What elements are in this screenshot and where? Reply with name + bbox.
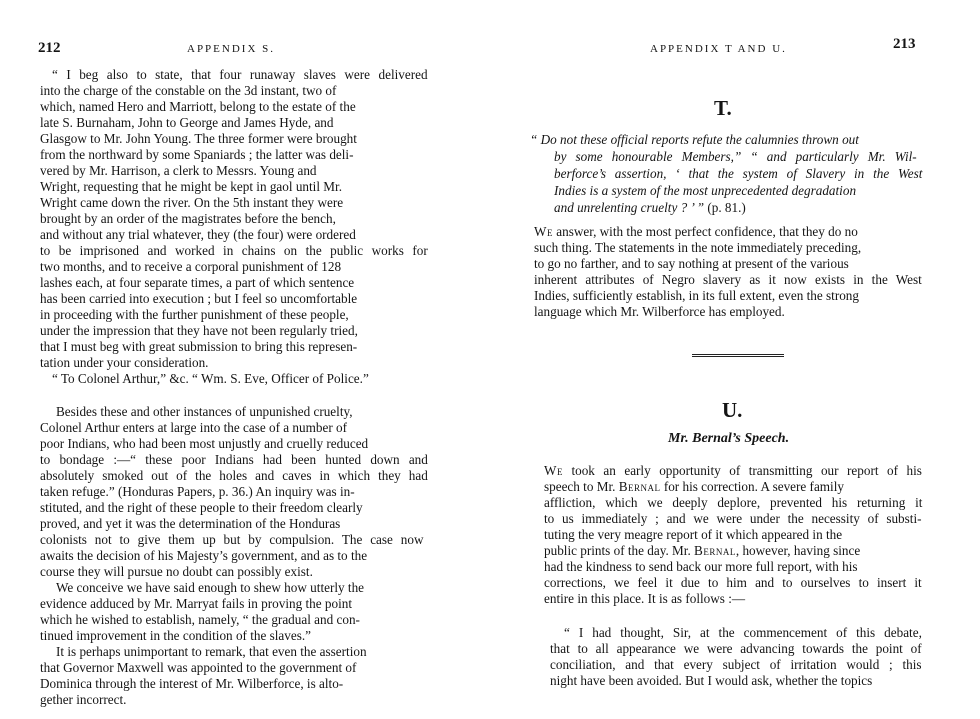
bernal-name: Bernal — [618, 479, 661, 494]
answer-first-word: We — [534, 224, 553, 239]
text-line: under the impression that they have not been regularly tried, — [40, 323, 358, 338]
text-line: Besides these and other instances of unpunished cruelty, — [56, 404, 353, 419]
text-line: and without any trial whatever, they (the four) were ordered — [40, 227, 356, 242]
text-line: It is perhaps unimportant to remark, that even the assertion — [56, 644, 367, 659]
quote-page-reference: (p. 81.) — [707, 200, 746, 215]
text-line: two months, and to receive a corporal punishment of 128 — [40, 259, 342, 274]
text-line: poor Indians, who had been most unjustly and cruelly reduced — [40, 436, 369, 451]
text-line: that I must beg with great submission to bring this represen- — [40, 339, 358, 354]
section-u-heading: U. — [722, 398, 743, 422]
quote-text: and unrelenting cruelty ? ’ ” — [554, 200, 705, 215]
text-line: lashes each, at four separate times, a part of which sentence — [40, 275, 355, 290]
text-line: from the northward by some Spaniards ; the latter was deli- — [40, 147, 354, 162]
text-line: tuting the very meagre report of it which appeared in the — [544, 527, 843, 542]
text-line: tation under your consideration. — [40, 355, 209, 370]
section-t-heading: T. — [714, 96, 732, 120]
answer-line-text: answer, with the most perfect confidence, that they do no — [552, 224, 858, 239]
text-line: which he wished to establish, namely, “ the gradual and con- — [40, 612, 360, 627]
text-line — [544, 463, 922, 479]
text-line: evidence adduced by Mr. Marryat fails in proving the point — [40, 596, 353, 611]
text-line: Colonel Arthur enters at large into the case of a number of — [40, 420, 348, 435]
text-line: language which Mr. Wilberforce has employed. — [534, 304, 785, 319]
text-line: Wright, requesting that he might be kept in gaol until Mr. — [40, 179, 342, 194]
letter-signature-line: “ To Colonel Arthur,” &c. “ Wm. S. Eve, Officer of Police.” — [52, 371, 369, 386]
text-line: that to all appearance we were advancing towards the point of — [550, 641, 922, 656]
text-line: that Governor Maxwell was appointed to the government of — [40, 660, 357, 675]
text-line: tinued improvement in the condition of the slaves.” — [40, 628, 312, 643]
text-line: conciliation, and that every subject of irritation would ; this — [550, 657, 922, 672]
running-head-left: APPENDIX S. — [187, 43, 276, 55]
left-page — [0, 0, 470, 719]
text-line: inherent attributes of Negro slavery as it now exists in the West — [534, 272, 922, 287]
text-line: course they will pursue no doubt can possibly exist. — [40, 564, 313, 579]
text-line — [534, 224, 858, 240]
text-line: affliction, which we deeply deplore, prevented his returning it — [544, 495, 923, 510]
text-line: Wright came down the river. On the 5th instant they were — [40, 195, 344, 210]
quote-line: by some honourable Members,” “ and particularly Mr. Wil- — [554, 149, 917, 164]
section-divider — [692, 354, 784, 358]
intro-first-word: We — [544, 463, 563, 478]
text-line: “ I beg also to state, that four runaway slaves were delivered — [52, 67, 428, 82]
text-line: to go no farther, and to say nothing at present of the various — [534, 256, 849, 271]
text-line: We conceive we have said enough to shew how utterly the — [56, 580, 365, 595]
text-line: proved, and yet it was the determination of the Honduras — [40, 516, 341, 531]
running-head-right: APPENDIX T AND U. — [650, 43, 787, 55]
line-text: speech to Mr. — [544, 479, 619, 494]
text-line: to us immediately ; and we were under the necessity of substi- — [544, 511, 922, 526]
text-line: vered by Mr. Harrison, a clerk to Messrs. Young and — [40, 163, 317, 178]
text-line: awaits the decision of his Majesty’s government, and as to the — [40, 548, 368, 563]
page-number-right: 213 — [893, 36, 916, 52]
text-line: had the kindness to send back our more full report, with his — [544, 559, 858, 574]
page-number-left: 212 — [38, 40, 61, 56]
text-line — [544, 543, 860, 559]
quote-line: “ Do not these official reports refute the calumnies thrown out — [530, 132, 859, 147]
text-line: brought by an order of the magistrates before the bench, — [40, 211, 336, 226]
text-line: gether incorrect. — [40, 692, 127, 707]
right-page — [488, 0, 980, 719]
bernal-name: Bernal — [694, 543, 736, 558]
quote-line: berforce’s assertion, ‘ that the system of Slavery in the West — [554, 166, 923, 181]
text-line: colonists not to give them up but by compulsion. The case now — [40, 532, 424, 547]
text-line: “ I had thought, Sir, at the commencement of this debate, — [564, 625, 922, 640]
text-line — [544, 479, 844, 495]
text-line: Glasgow to Mr. John Young. The three former were brought — [40, 131, 357, 146]
line-text: public prints of the day. Mr. — [544, 543, 695, 558]
text-line: taken refuge.” (Honduras Papers, p. 36.) An inquiry was in- — [40, 484, 355, 499]
text-line: has been carried into execution ; but I feel so uncomfortable — [40, 291, 358, 306]
speech-title: Mr. Bernal’s Speech. — [668, 431, 790, 446]
line-text: for his correction. A severe family — [660, 479, 844, 494]
text-line: in proceeding with the further punishment of these people, — [40, 307, 349, 322]
text-line: to bondage :—“ these poor Indians had been hunted down and — [40, 452, 428, 467]
text-line: stituted, and the right of these people to their freedom clearly — [40, 500, 363, 515]
text-line: Indies, sufficiently establish, in its full extent, even the strong — [534, 288, 859, 303]
quote-line-last — [554, 200, 746, 216]
text-line: into the charge of the constable on the 3d instant, two of — [40, 83, 337, 98]
text-line: absolutely smoked out of the holes and caves in which they had — [40, 468, 428, 483]
line-text: , however, having since — [735, 543, 861, 558]
text-line: entire in this place. It is as follows :— — [544, 591, 746, 606]
text-line: which, named Hero and Marriott, belong to the estate of the — [40, 99, 356, 114]
intro-line-text: took an early opportunity of transmitting our report of his — [562, 463, 922, 478]
text-line: corrections, we feel it due to him and to ourselves to insert it — [544, 575, 922, 590]
text-line: late S. Burnaham, John to George and James Hyde, and — [40, 115, 334, 130]
text-line: to be imprisoned and worked in chains on the public works for — [40, 243, 428, 258]
text-line: such thing. The statements in the note immediately preceding, — [534, 240, 862, 255]
text-line: Dominica through the interest of Mr. Wilberforce, is alto- — [40, 676, 344, 691]
text-line: night have been avoided. But I would ask, whether the topics — [550, 673, 873, 688]
quote-line: Indies is a system of the most unprecedented degradation — [554, 183, 857, 198]
